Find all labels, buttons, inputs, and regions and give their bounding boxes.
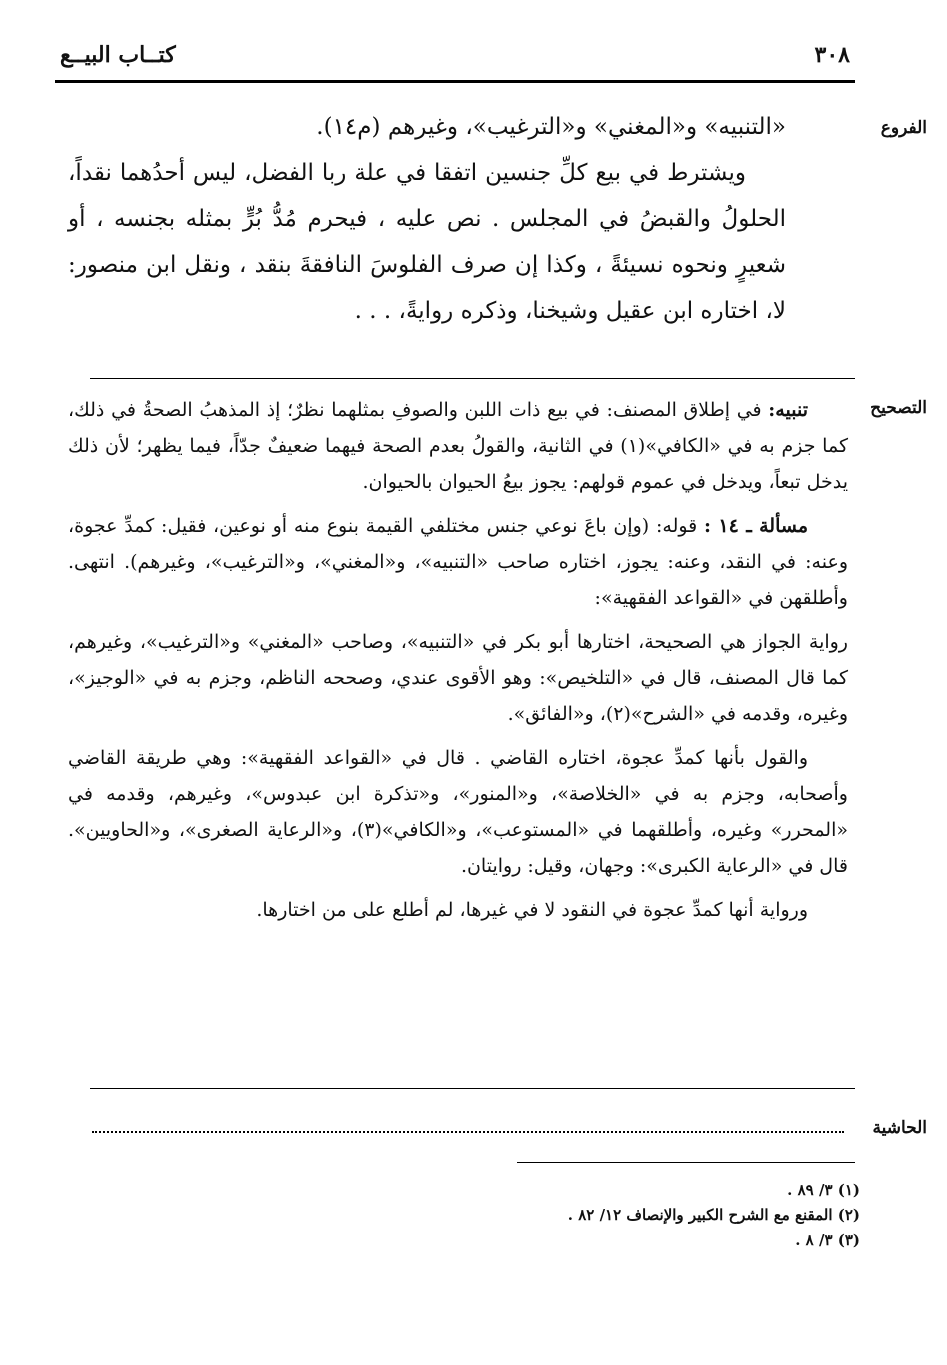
- tashih-paragraph-4: والقول بأنها كمدِّ عجوة، اختاره القاضي . قال في «القواعد الفقهية»: وهي طريقة القاضي وأصحابه، وجزم به في «الخلاصة»، و«المنور»، و«تذكرة ابن عبدوس»، وغيرهم، وقدمه في «المحرر» وغيره، وأطلقهما في «المستوعب»، و«الكافي»(٣)، و«الرعاية الصغرى»، و«الحاويين». قال في «الرعاية الكبرى»: وجهان، وقيل: روايتان.: [68, 747, 848, 877]
- section-rule: [90, 378, 855, 379]
- label-tashih: التصحيح: [870, 398, 927, 418]
- tashih-paragraph-3: رواية الجواز هي الصحيحة، اختارها أبو بكر في «التنبيه»، وصاحب «المغني» و«الترغيب»، وغيرهم، كما قال المصنف، قال في «التلخيص»: وهو الأقوى عندي، وصححه الناظم، وجزم به في «الوجيز»، وغيره، وقدمه في «الشرح»(٢)، و«الفائق».: [68, 631, 848, 725]
- hashiya-dotted-line: [92, 1131, 844, 1133]
- page-number: ٣٠٨: [814, 42, 850, 68]
- footnote-rule: [517, 1162, 855, 1163]
- tanbih-keyword: تنبيه:: [768, 399, 808, 421]
- masala-paragraph: [68, 508, 848, 616]
- tashih-paragraph-5: ورواية أنها كمدِّ عجوة في النقود لا في غيرها، لم أطلع على من اختارها.: [256, 899, 808, 921]
- hashiya-top-rule: [90, 1088, 855, 1089]
- furu-line-1: «التنبيه» و«المغني» و«الترغيب»، وغيرهم (م١٤).: [316, 114, 786, 140]
- tashih-section: [68, 392, 848, 928]
- furu-section: [68, 104, 786, 334]
- footnote-3: (٣) ٣/ ٨ .: [795, 1231, 860, 1249]
- footnote-1: (١) ٣/ ٨٩ .: [787, 1181, 860, 1199]
- masala-text: قوله: (وإن باعَ نوعي جنس مختلفي القيمة بنوع منه أو نوعين، فقيل: كمدِّ عجوة، وعنه: في النقد، وعنه: يجوز، اختاره صاحب «التنبيه»، و«المغني»، و«الترغيب»، وغيرهم). انتهى. وأطلقهن في «القواعد الفقهية»:: [68, 515, 848, 609]
- furu-paragraph: ويشترط في بيع كلِّ جنسين اتفقا في علة ربا الفضل، ليس أحدُهما نقداً، الحلولُ والقبضُ في المجلس . نص عليه ، فيحرم مُدُّ بُرٍّ بمثله بجنسه ، أو شعيرٍ ونحوه نسيئةً ، وكذا إن صرف الفلوسَ النافقةَ بنقد ، ونقل ابن منصور: لا، اختاره ابن عقيل وشيخنا، وذكره روايةً، . . .: [68, 160, 786, 324]
- footnotes: [150, 1178, 860, 1253]
- tanbih-text: في إطلاق المصنف: في بيع ذات اللبن والصوفِ بمثلهما نظرٌ؛ إذ المذهبُ الصحةُ في ذلك، كما جزم به في «الكافي»(١) في الثانية، والقولُ بعدم الصحة فيهما ضعيفٌ جدّاً، فيما يظهر؛ لأن ذلك يدخل تبعاً، ويدخل في عموم قولهم: يجوز بيعُ الحيوان بالحيوان.: [68, 399, 848, 493]
- footnote-2: (٢) المقنع مع الشرح الكبير والإنصاف ١٢/ ٨٢ .: [567, 1206, 860, 1224]
- running-header: [60, 38, 850, 78]
- book-title: كتــاب البيــع: [60, 42, 176, 68]
- label-furu: الفروع: [880, 118, 927, 138]
- tanbih-paragraph: [68, 392, 848, 500]
- header-rule: [55, 80, 855, 83]
- label-hashiya: الحاشية: [872, 1118, 927, 1138]
- masala-keyword: مسألة ـ ١٤ :: [704, 515, 808, 537]
